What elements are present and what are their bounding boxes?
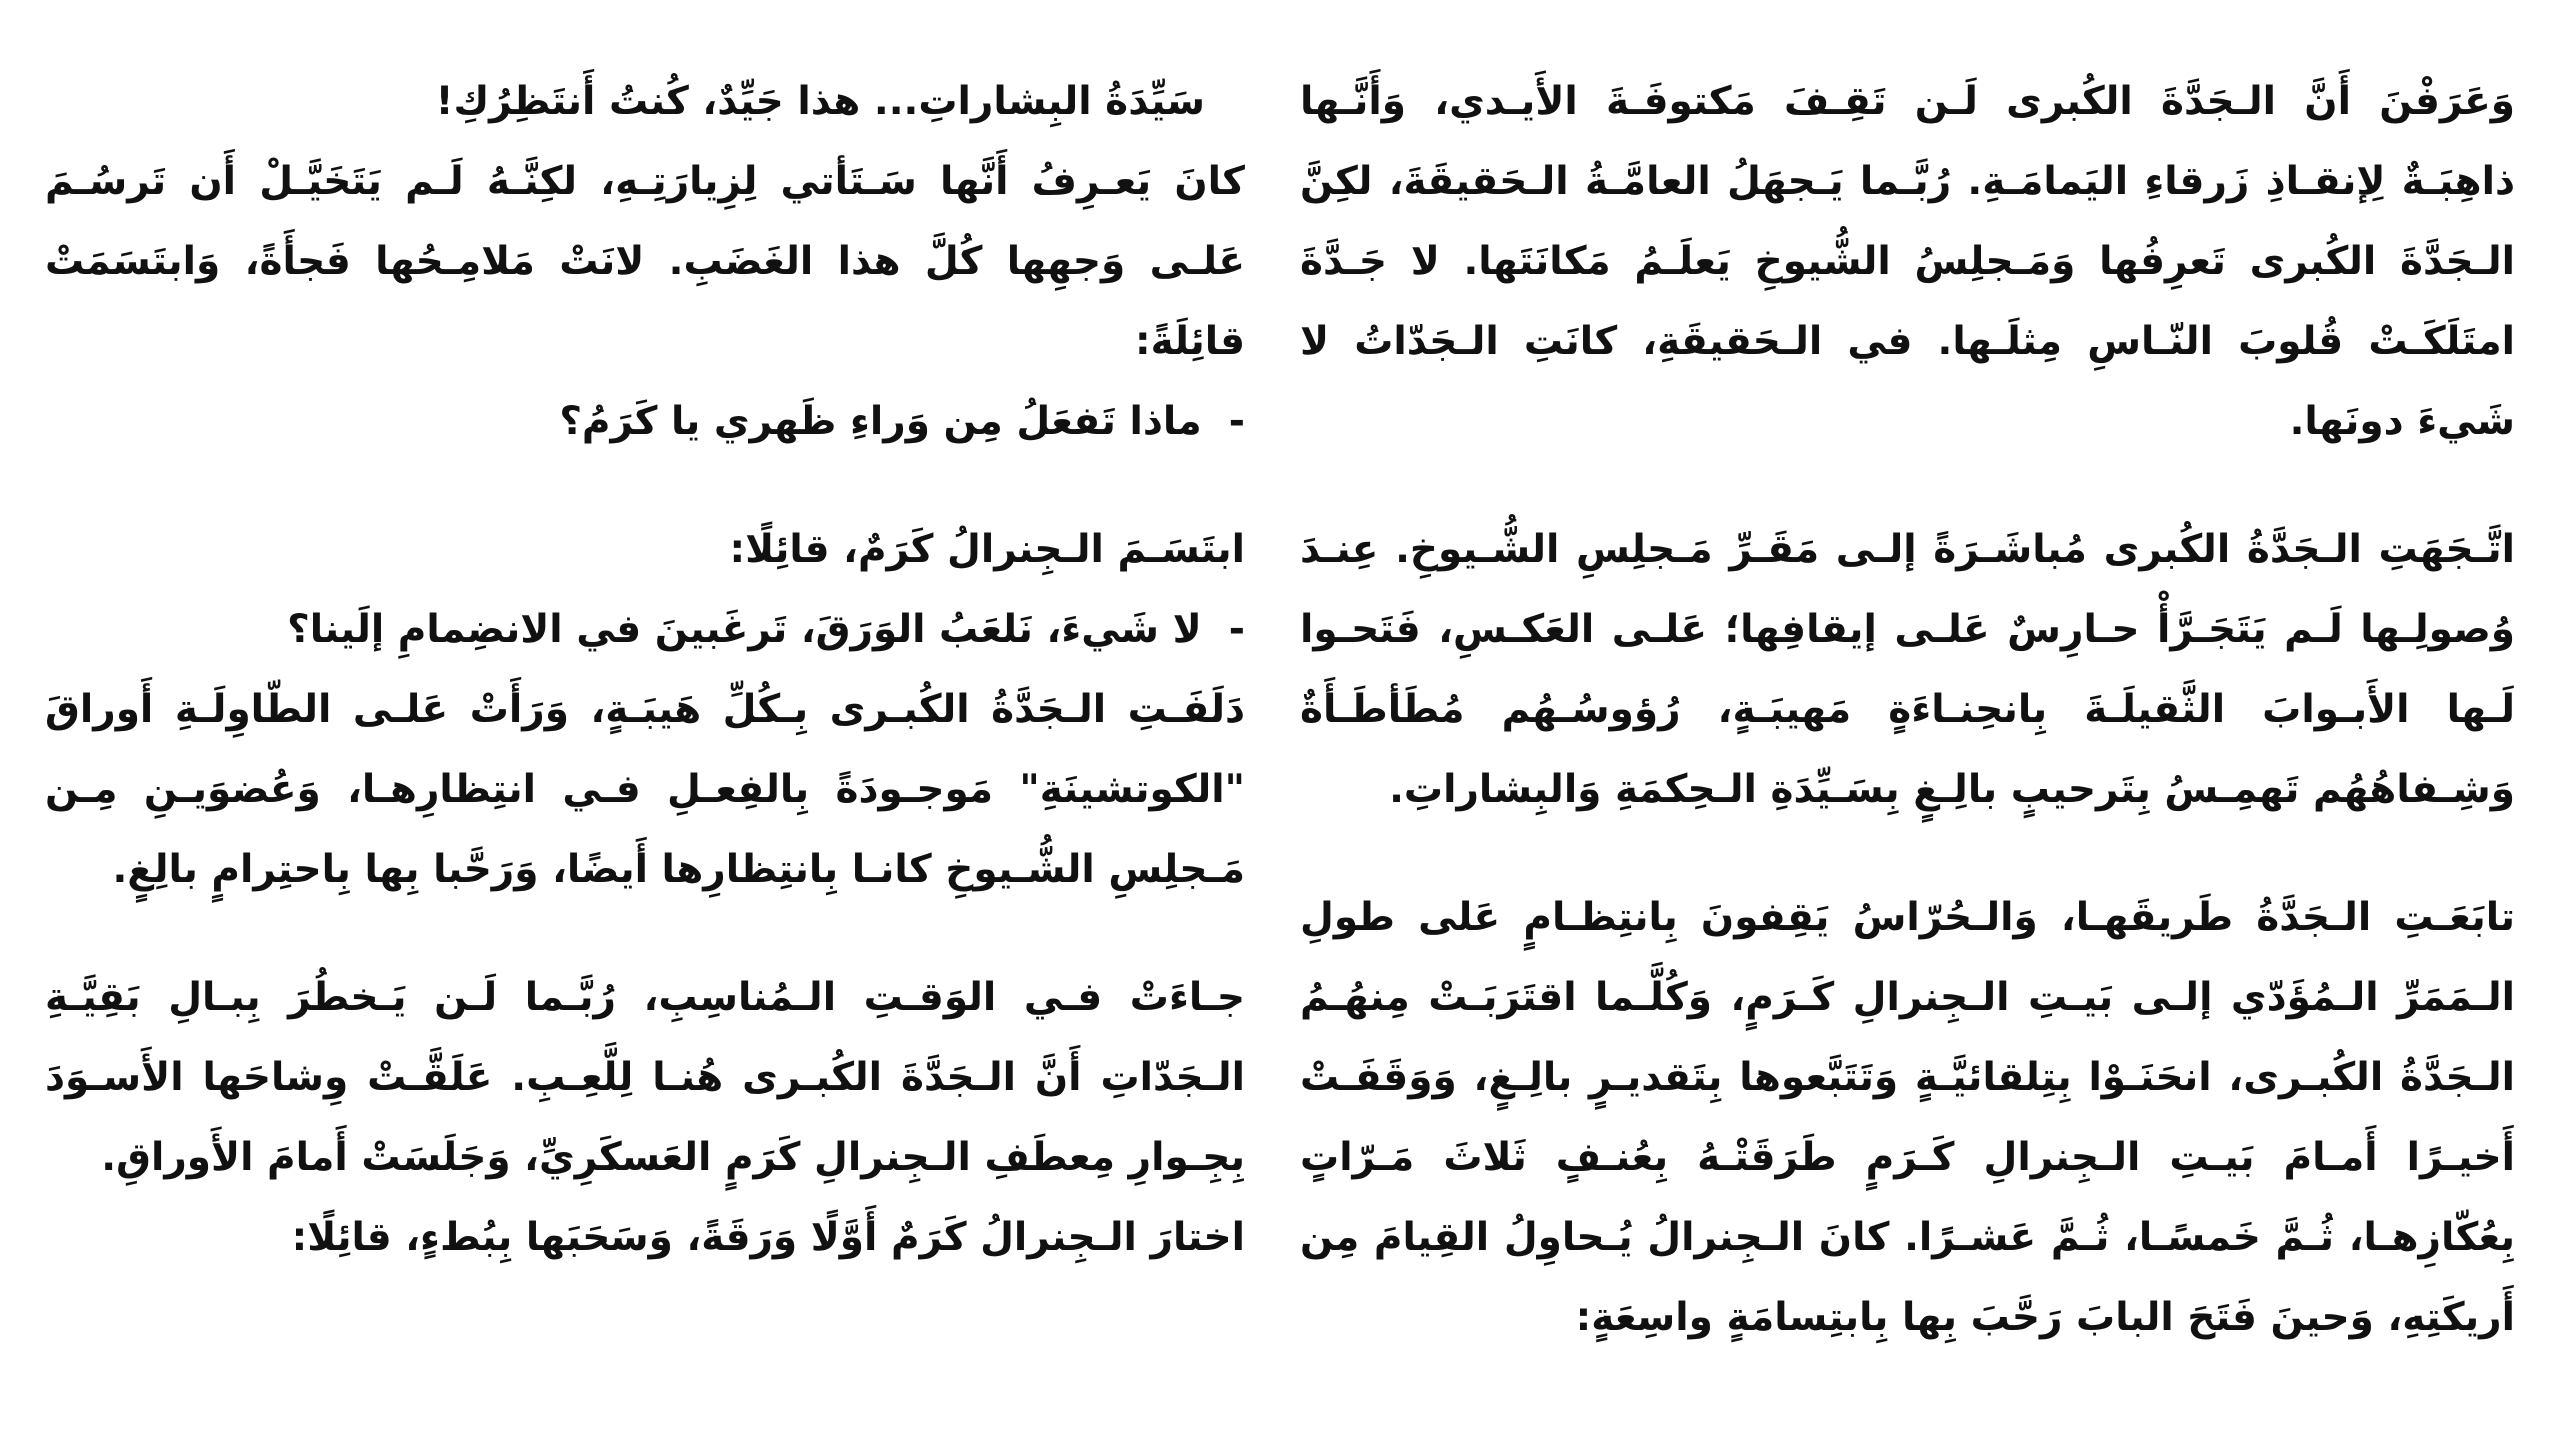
left-page bbox=[45, 62, 1245, 1440]
paragraph-council-hall: اتَّـجَهَتِ الـجَدَّةُ الكُبرى مُباشَـرَةً إلـى مَقَـرِّ مَـجلِسِ الشُّـيوخِ. عِنـدَ وُصولِـها لَـم يَتَجَـرَّأْ حـارِسٌ عَلـى إيقافِها؛ عَلـى العَكـسِ، فَتَحـوا لَـها الأَبـوابَ الثَّقيلَـةَ بِانحِنـاءَةٍ مَهيبَـةٍ، رُؤوسُـهُم مُطَأطَـأَةٌ وَشِـفاهُهُم تَهمِـسُ بِتَرحيبٍ بالِـغٍ بِسَـيِّدَةِ الـحِكمَةِ وَالبِشاراتِ. bbox=[1300, 527, 2515, 812]
paragraph-card-draw: اختارَ الـجِنرالُ كَرَمٌ أَوَّلًا وَرَقَةً، وَسَحَبَها بِبُطءٍ، قائِلًا: bbox=[291, 1215, 1245, 1260]
paragraph-grandmothers-knew: وَعَرَفْنَ أَنَّ الـجَدَّةَ الكُبرى لَـن تَقِـفَ مَكتوفَـةَ الأَيـدي، وَأَنَّـها ذاهِبَـةٌ لِإنقـاذِ زَرقاءِ اليَمامَـةِ. رُبَّـما يَـجهَلُ العامَّـةُ الـحَقيقَةَ، لكِنَّ الـجَدَّةَ الكُبرى تَعرِفُها وَمَـجلِسُ الشُّيوخِ يَعلَـمُ مَكانَتَها. لا جَـدَّةَ امتَلَكَـتْ قُلوبَ النّـاسِ مِثلَـها. في الـحَقيقَةِ، كانَتِ الـجَدّاتُ لا شَيءَ دونَها. bbox=[1300, 79, 2515, 444]
right-page bbox=[1300, 62, 2515, 1440]
dialogue-line-question: - ماذا تَفعَلُ مِن وَراءِ ظَهري يا كَرَمُ؟ bbox=[45, 382, 1245, 462]
paragraph-visit: كانَ يَعـرِفُ أَنَّها سَـتَأتي لِزِيارَتِـهِ، لكِنَّـهُ لَـم يَتَخَيَّـلْ أَن تَرسُـمَ عَلـى وَجهِها كُلَّ هذا الغَضَبِ. لانَتْ مَلامِـحُها فَجأَةً، وَابتَسَمَتْ قائِلَةً: bbox=[45, 159, 1245, 364]
dialogue-line-greeting: سَيِّدَةُ البِشاراتِ... هذا جَيِّدٌ، كُنتُ أَنتَظِرُكِ! bbox=[435, 79, 1205, 124]
dialogue-line-answer: - لا شَيءَ، نَلعَبُ الوَرَقَ، تَرغَبينَ في الانضِمامِ إلَينا؟ bbox=[45, 590, 1245, 670]
paragraph-entering: دَلَفَـتِ الـجَدَّةُ الكُبـرى بِـكُلِّ هَيبَـةٍ، وَرَأَتْ عَلـى الطّاوِلَـةِ أَوراقَ "الكوتشينَةِ" مَوجـودَةً بِالفِعـلِ فـي انتِظارِهـا، وَعُضوَيـنِ مِـن مَـجلِسِ الشُّـيوخِ كانـا بِانتِظارِها أَيضًا، وَرَحَّبا بِها بِاحتِرامٍ بالِغٍ. bbox=[45, 687, 1245, 892]
paragraph-general-smiles: ابتَسَـمَ الـجِنرالُ كَرَمٌ، قائِلًا: bbox=[729, 527, 1245, 572]
paragraph-corridor: تابَعَـتِ الـجَدَّةُ طَريقَهـا، وَالـحُرّاسُ يَقِفونَ بِانتِظـامٍ عَلى طولِ الـمَمَرِّ الـمُؤَدّي إلـى بَيـتِ الـجِنرالِ كَـرَمٍ، وَكُلَّـما اقتَرَبَـتْ مِنهُـمُ الـجَدَّةُ الكُبـرى، انحَنَـوْا بِتِلقائيَّـةٍ وَتَتَبَّعوها بِتَقديـرٍ بالِـغٍ، وَوَقَفَـتْ أَخيـرًا أَمـامَ بَيـتِ الـجِنرالِ كَـرَمٍ طَرَقَتْـهُ بِعُنـفٍ ثَلاثَ مَـرّاتٍ بِعُكّازِهـا، ثُـمَّ خَمسًـا، ثُـمَّ عَشـرًا. كانَ الـجِنرالُ يُـحاوِلُ القِيامَ مِن أَريكَتِهِ، وَحينَ فَتَحَ البابَ رَحَّبَ بِها بِابتِسامَةٍ واسِعَةٍ: bbox=[1300, 895, 2515, 1340]
paragraph-right-time: جـاءَتْ فـي الوَقـتِ الـمُناسِبِ، رُبَّـما لَـن يَـخطُرَ بِبـالِ بَقِيَّـةِ الـجَدّاتِ أَنَّ الـجَدَّةَ الكُبـرى هُنـا لِلَّعِـبِ. عَلَقَّـتْ وِشاحَها الأَسـوَدَ بِجِـوارِ مِعطَفِ الـجِنرالِ كَرَمٍ العَسكَرِيِّ، وَجَلَسَتْ أَمامَ الأَوراقِ. bbox=[45, 975, 1245, 1180]
